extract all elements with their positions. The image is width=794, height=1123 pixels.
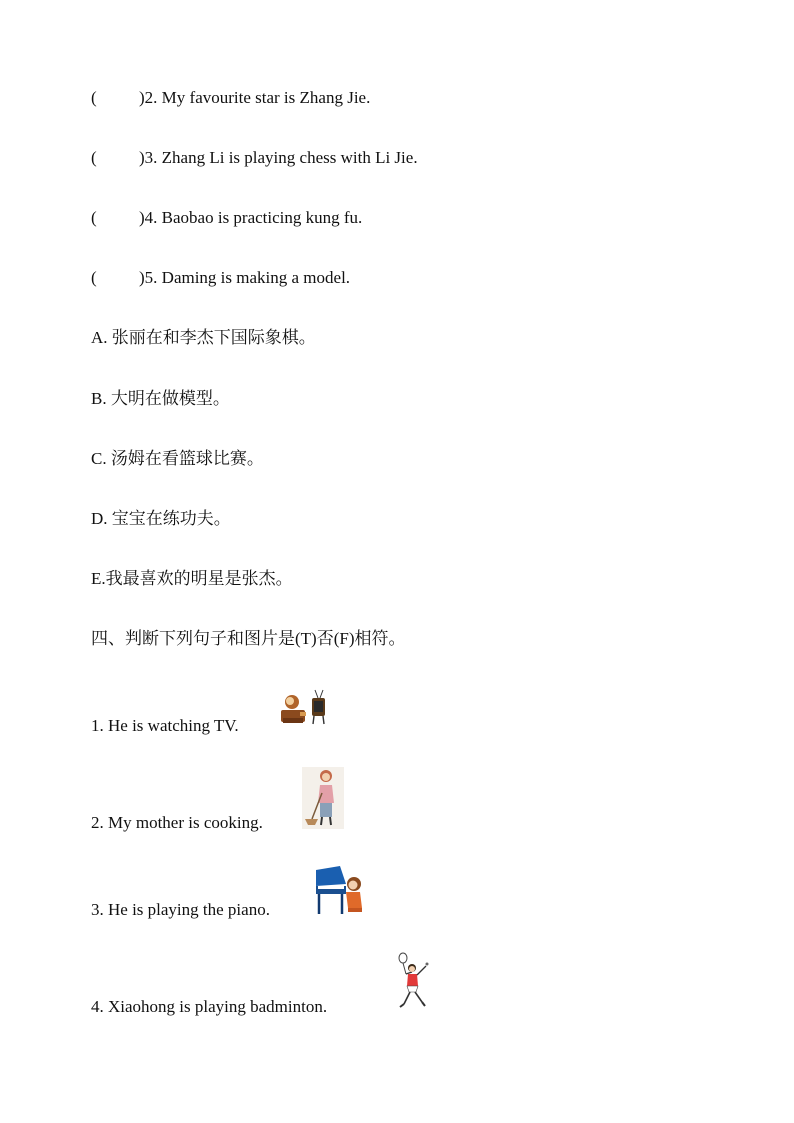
answer-bracket[interactable]: ( <box>91 148 97 167</box>
option-c: C. 汤姆在看篮球比赛。 <box>91 449 264 468</box>
option-e: E.我最喜欢的明星是张杰。 <box>91 569 293 588</box>
answer-bracket[interactable]: ( <box>91 268 97 287</box>
answer-bracket[interactable]: ( <box>91 208 97 227</box>
match-item-5 <box>91 268 350 288</box>
match-item-4 <box>91 208 362 228</box>
judge-item-2: 2. My mother is cooking. <box>91 813 263 832</box>
section-heading: 四、判断下列句子和图片是(T)否(F)相符。 <box>91 629 406 648</box>
match-item-text: )4. Baobao is practicing kung fu. <box>139 208 363 227</box>
woman-mopping-icon <box>302 767 344 829</box>
piano-playing-icon <box>312 864 366 916</box>
badminton-player-icon <box>392 952 432 1012</box>
option-d: D. 宝宝在练功夫。 <box>91 509 231 528</box>
match-item-text: )5. Daming is making a model. <box>139 268 351 287</box>
option-a: A. 张丽在和李杰下国际象棋。 <box>91 328 316 347</box>
judge-item-1: 1. He is watching TV. <box>91 716 239 735</box>
judge-item-3: 3. He is playing the piano. <box>91 900 270 919</box>
judge-item-4: 4. Xiaohong is playing badminton. <box>91 997 328 1016</box>
answer-bracket[interactable]: ( <box>91 88 97 107</box>
match-item-text: )2. My favourite star is Zhang Jie. <box>139 88 371 107</box>
tv-watching-icon <box>280 688 328 728</box>
match-item-3 <box>91 148 418 168</box>
match-item-2 <box>91 88 370 108</box>
option-b: B. 大明在做模型。 <box>91 389 230 408</box>
match-item-text: )3. Zhang Li is playing chess with Li Jie. <box>139 148 418 167</box>
